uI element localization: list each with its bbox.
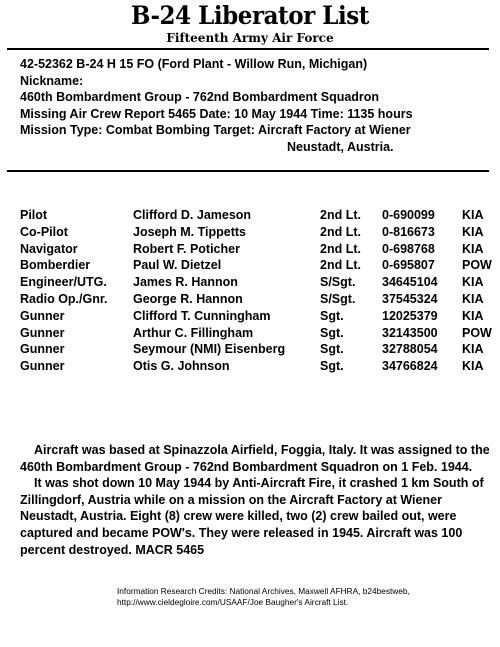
crew-row	[20, 292, 490, 309]
crew-rank: S/Sgt.	[320, 275, 356, 290]
crew-rank: Sgt.	[320, 308, 344, 323]
crew-row	[20, 275, 490, 292]
crew-status: KIA	[462, 359, 484, 374]
crew-position: Gunner	[20, 325, 65, 340]
crew-status: KIA	[462, 224, 484, 239]
bottom-divider	[7, 170, 489, 172]
crew-rank: 2nd Lt.	[320, 241, 361, 256]
crew-serial: 0-698768	[382, 241, 435, 256]
aircraft-serial-model: 42-52362 B-24 H 15 FO (Ford Plant - Willow Run, Michigan)	[20, 57, 368, 71]
aircraft-nickname: Nickname:	[20, 73, 84, 88]
crew-status: KIA	[462, 342, 484, 357]
crew-rank: 2nd Lt.	[320, 208, 361, 222]
crew-serial: 34766824	[382, 359, 438, 374]
aircraft-mission-continued: Neustadt, Austria.	[287, 139, 394, 154]
crew-rank: Sgt.	[320, 325, 344, 340]
crew-list	[20, 208, 490, 376]
crew-rank: Sgt.	[320, 359, 344, 374]
crew-row	[20, 208, 490, 225]
crew-position: Engineer/UTG.	[20, 275, 107, 290]
crew-position: Gunner	[20, 359, 65, 374]
crew-row	[20, 326, 490, 343]
research-credits: Information Research Credits: National Archives, Maxwell AFHRA, b24bestweb, http://www.cieldegloire.com/USAAF/Joe Baugher's Aircraft List.	[117, 586, 410, 607]
crew-name: Paul W. Dietzel	[133, 258, 222, 273]
crew-name: James R. Hannon	[133, 275, 238, 290]
page-title: B-24 Liberator List	[131, 1, 369, 30]
crew-serial: 12025379	[382, 308, 438, 323]
crew-position: Gunner	[20, 308, 65, 323]
crew-name: Clifford D. Jameson	[133, 208, 252, 222]
crew-status: KIA	[462, 275, 484, 290]
crew-status: KIA	[462, 208, 484, 222]
crew-position: Bomberdier	[20, 258, 91, 273]
crew-serial: 32788054	[382, 342, 438, 357]
crew-position: Gunner	[20, 342, 65, 357]
crew-name: George R. Hannon	[133, 291, 243, 306]
crew-serial: 0-690099	[382, 208, 435, 222]
crew-position: Pilot	[20, 208, 48, 222]
narrative-paragraph-2: It was shot down 10 May 1944 by Anti-Aircraft Fire, it crashed 1 km South of Zillingdorf, Austria while on a mission on the Aircraft Factory at Wiener Neustadt, Austria. Eight (8) crew were killed, two (2) crew bailed out, were captured and became POW's. They were released in 1945. Aircraft was 100 percent destroyed. MACR 5465	[20, 476, 484, 557]
aircraft-mission: Mission Type: Combat Bombing Target: Aircraft Factory at Wiener	[20, 123, 411, 137]
crew-status: KIA	[462, 241, 484, 256]
crew-serial: 37545324	[382, 291, 438, 306]
crew-position: Co-Pilot	[20, 224, 68, 239]
crew-status: POW	[462, 325, 492, 340]
crew-serial: 0-695807	[382, 258, 435, 273]
crew-status: POW	[462, 258, 492, 273]
crew-name: Arthur C. Fillingham	[133, 325, 254, 340]
crew-name: Clifford T. Cunningham	[133, 308, 271, 323]
crew-status: KIA	[462, 291, 484, 306]
crew-row	[20, 258, 490, 275]
crew-name: Joseph M. Tippetts	[133, 224, 246, 239]
crew-serial: 0-816673	[382, 224, 435, 239]
crew-row	[20, 359, 490, 376]
crew-rank: 2nd Lt.	[320, 258, 361, 273]
aircraft-macr: Missing Air Crew Report 5465 Date: 10 May 1944 Time: 1135 hours	[20, 106, 413, 121]
crew-name: Seymour (NMI) Eisenberg	[133, 342, 286, 357]
crew-position: Navigator	[20, 241, 78, 256]
crew-status: KIA	[462, 308, 484, 323]
crew-row	[20, 242, 490, 259]
crew-rank: 2nd Lt.	[320, 224, 361, 239]
crew-row	[20, 342, 490, 359]
narrative	[20, 442, 490, 558]
crew-row	[20, 309, 490, 326]
crew-name: Otis G. Johnson	[133, 359, 230, 374]
crew-serial: 32143500	[382, 325, 438, 340]
crew-name: Robert F. Poticher	[133, 241, 240, 256]
page-subtitle: Fifteenth Army Air Force	[166, 31, 334, 45]
crew-serial: 34645104	[382, 275, 438, 290]
crew-rank: Sgt.	[320, 342, 344, 357]
narrative-paragraph-1: Aircraft was based at Spinazzola Airfield, Foggia, Italy. It was assigned to the 460th Bombardment Group - 762nd Bombardment Squadron on 1 Feb. 1944.	[20, 443, 490, 474]
aircraft-unit: 460th Bombardment Group - 762nd Bombardment Squadron	[20, 90, 380, 104]
top-divider	[7, 48, 489, 50]
aircraft-info	[20, 56, 490, 155]
crew-position: Radio Op./Gnr.	[20, 291, 108, 306]
crew-rank: S/Sgt.	[320, 291, 356, 306]
crew-row	[20, 225, 490, 242]
